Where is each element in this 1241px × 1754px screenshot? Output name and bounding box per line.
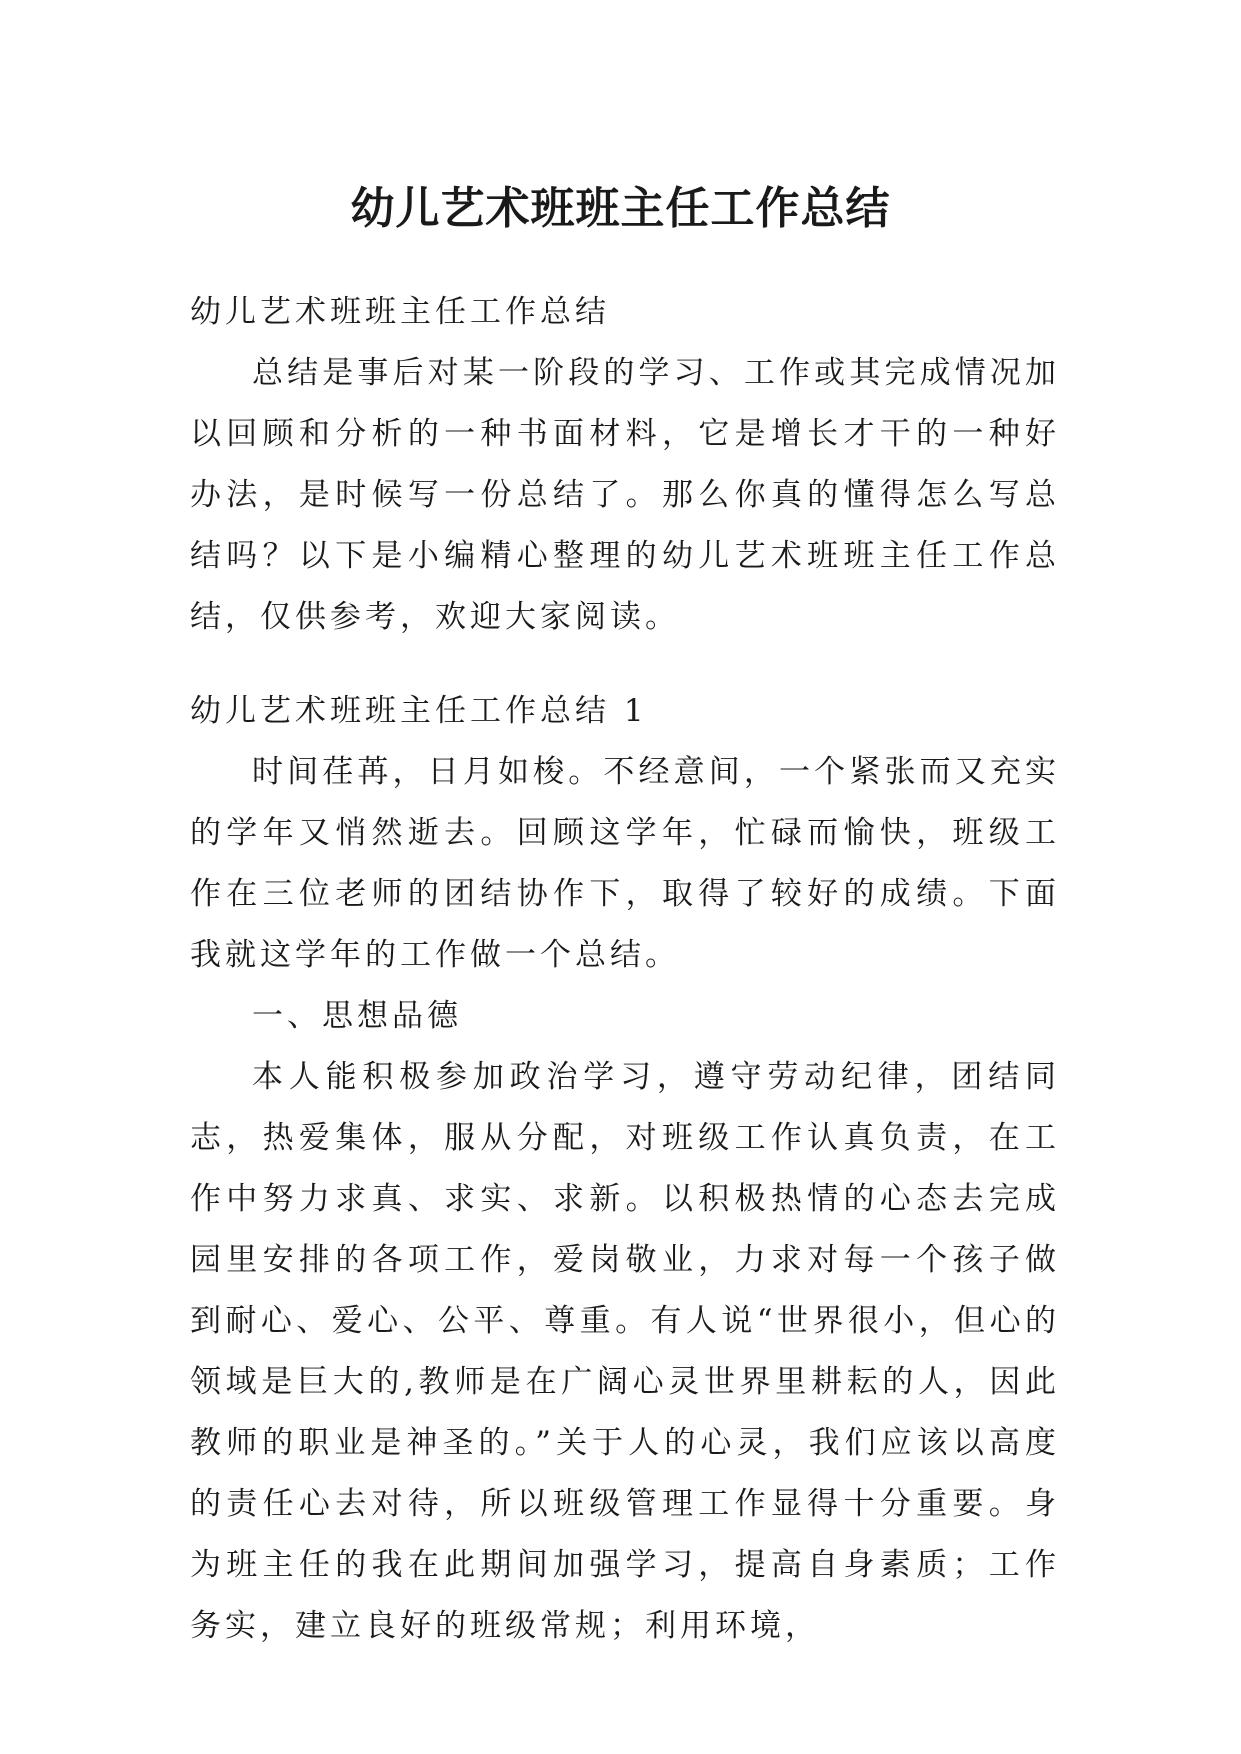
document-title: 幼儿艺术班班主任工作总结 [350,183,891,235]
intro-heading: 幼儿艺术班班主任工作总结 [190,294,610,330]
section-1-heading: 幼儿艺术班班主任工作总结 1 [190,693,648,729]
intro-paragraph: 总结是事后对某一阶段的学习、工作或其完成情况加以回顾和分析的一种书面材料，它是增长才干的一种好办法，是时候写一份总结了。那么你真的懂得怎么写总结吗？以下是小编精心整理的幼儿艺术班班主任工作总结，仅供参考，欢迎大家阅读。 [190,355,1060,635]
subheading-moral-character: 一、思想品德 [252,998,462,1034]
section-1-paragraph-2: 本人能积极参加政治学习，遵守劳动纪律，团结同志，热爱集体，服从分配，对班级工作认真负责，在工作中努力求真、求实、求新。以积极热情的心态去完成园里安排的各项工作，爱岗敬业，力求对每一个孩子做到耐心、爱心、公平、尊重。有人说“世界很小，但心的领域是巨大的,教师是在广阔心灵世界里耕耘的人，因此教师的职业是神圣的。”关于人的心灵，我们应该以高度的责任心去对待，所以班级管理工作显得十分重要。身为班主任的我在此期间加强学习，提高自身素质；工作务实，建立良好的班级常规；利用环境， [190,1059,1060,1644]
section-1 [190,681,1060,1657]
intro-section [190,282,1060,648]
section-1-paragraph-1: 时间荏苒，日月如梭。不经意间，一个紧张而又充实的学年又悄然逝去。回顾这学年，忙碌而愉快，班级工作在三位老师的团结协作下，取得了较好的成绩。下面我就这学年的工作做一个总结。 [190,754,1060,973]
